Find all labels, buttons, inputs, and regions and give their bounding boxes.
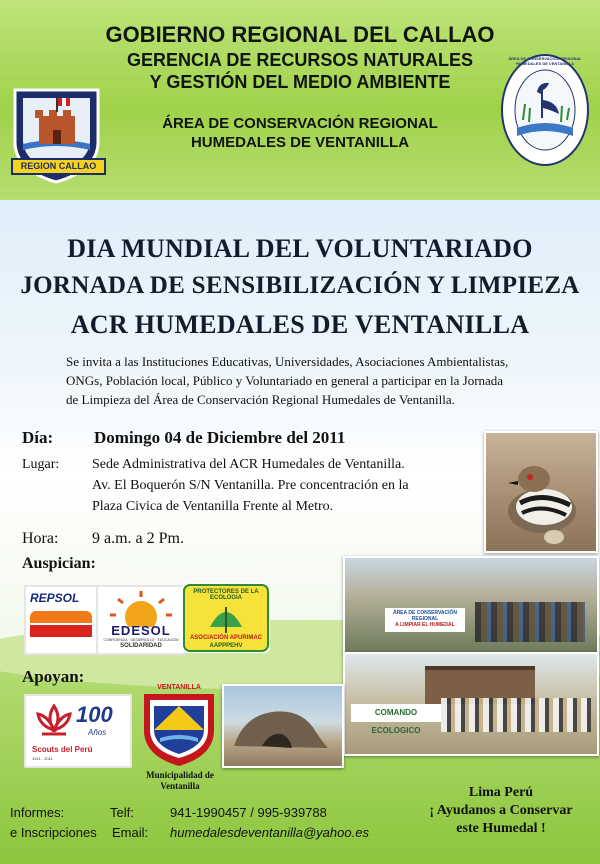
fleur-de-lis-icon — [34, 704, 74, 748]
scouts-100: 100 — [76, 702, 113, 727]
footer-slogan-line2: este Humedal ! — [456, 821, 546, 836]
municipalidad-caption — [130, 770, 230, 792]
ecologia-arc-text: PROTECTORES DE LA ECOLOGIA — [193, 589, 259, 601]
telf-label: Telf: — [110, 805, 134, 820]
header-subtitle-line1: GERENCIA DE RECURSOS NATURALES — [126, 50, 474, 70]
comando-ecologico-photo — [343, 652, 599, 756]
scouts-name: Scouts del Perú — [32, 745, 93, 754]
acr-seal-label: ÁREA DE CONSERVACIÓN REGIONAL HUMEDALES DE VENTANILLA — [508, 56, 582, 66]
edesol-logo — [96, 585, 186, 655]
dia-label: Día: — [22, 428, 54, 447]
region-callao-label: REGION CALLAO — [11, 158, 106, 175]
photo-banner-3: COMANDO ECOLOGICO — [351, 704, 441, 722]
dia-value: Domingo 04 de Diciembre del 2011 — [94, 428, 346, 447]
scouts-anos: Años — [88, 728, 107, 737]
heron-seal-icon — [499, 52, 591, 168]
informes-label: Informes: — [10, 805, 65, 820]
email-link[interactable]: humedalesdeventanilla@yahoo.es — [170, 825, 369, 840]
header-title: GOBIERNO REGIONAL DEL CALLAO — [105, 22, 495, 47]
ecologia-org: ASOCIACIÓN APURIMAC — [189, 635, 263, 641]
muni-line1: Municipalidad de — [146, 770, 214, 780]
lugar-line3: Plaza Civica de Ventanilla Frente al Metro. — [92, 499, 334, 514]
region-callao-logo — [9, 84, 104, 184]
muni-line2: Ventanilla — [160, 781, 200, 791]
scouts-years: 1911 - 2011 — [32, 756, 53, 761]
header-area-line2: HUMEDALES DE VENTANILLA — [190, 134, 410, 151]
headline-jornada: JORNADA DE SENSIBILIZACIÓN Y LIMPIEZA — [20, 272, 580, 299]
edesol-sub: CONFIDENCIA · DESARROLLO · EDUCACIÓN — [103, 638, 179, 642]
auspician-label: Auspician: — [22, 555, 96, 572]
lugar-line2: Av. El Boquerón S/N Ventanilla. Pre concentración en la — [92, 478, 409, 493]
email-label: Email: — [112, 825, 149, 840]
repsol-logo — [24, 585, 100, 655]
bird-icon — [486, 433, 596, 551]
rock-formation-photo — [222, 684, 344, 768]
ecologia-code: AAPPPEHV — [209, 643, 243, 649]
intro-line2: ONGs, Población local, Público y Voluntariado en general a participar en la Jornada — [66, 373, 504, 388]
ecologia-logo — [182, 583, 270, 653]
ventanilla-shield-logo — [140, 684, 218, 768]
footer-slogan-line1: ¡ Ayudanos a Conservar — [429, 803, 573, 818]
headline-voluntariado: DIA MUNDIAL DEL VOLUNTARIADO — [67, 234, 533, 263]
edesol-tag: SOLIDARIDAD — [120, 643, 162, 649]
ventanilla-shield-icon — [140, 684, 218, 768]
phone-numbers: 941-1990457 / 995-939788 — [170, 805, 327, 820]
sun-icon — [98, 587, 184, 627]
header-area-line1: ÁREA DE CONSERVACIÓN REGIONAL — [162, 115, 438, 132]
ventanilla-shield-label: VENTANILLA — [157, 684, 201, 691]
headline-acr: ACR HUMEDALES DE VENTANILLA — [70, 310, 530, 339]
edesol-label: EDESOL — [111, 623, 171, 638]
repsol-label: REPSOL — [30, 591, 80, 605]
repsol-red-band — [30, 625, 92, 637]
hora-label: Hora: — [22, 530, 59, 547]
rock-icon — [224, 686, 342, 766]
photo-banner-2: A LIMPIAR EL HUMEDAL — [395, 622, 455, 628]
header-subtitle-line2: Y GESTIÓN DEL MEDIO AMBIENTE — [149, 72, 451, 92]
lugar-line1: Sede Administrativa del ACR Humedales de Ventanilla. — [92, 457, 405, 472]
repsol-orange-band — [30, 611, 92, 623]
volunteers-banner-photo — [343, 556, 599, 654]
photo-banner-1: ÁREA DE CONSERVACIÓN REGIONAL — [385, 608, 465, 632]
lugar-value — [92, 454, 472, 517]
scouts-logo — [24, 694, 132, 768]
photo-crowd — [475, 602, 585, 642]
acr-seal-logo — [499, 52, 591, 168]
intro-line3: de Limpieza del Área de Conservación Regional Humedales de Ventanilla. — [66, 392, 455, 407]
photo-group — [441, 698, 591, 732]
intro-line1: Se invita a las Instituciones Educativas, Universidades, Asociaciones Ambientalistas, — [66, 354, 509, 369]
apoyan-label: Apoyan: — [22, 667, 85, 686]
inscripciones-label: e Inscripciones — [10, 825, 97, 840]
footer-city: Lima Perú — [468, 785, 534, 800]
intro-paragraph — [66, 352, 566, 409]
killdeer-bird-photo — [484, 431, 598, 553]
lugar-label: Lugar: — [22, 457, 60, 472]
footer-slogan — [426, 784, 576, 838]
hora-value: 9 a.m. a 2 Pm. — [92, 530, 184, 547]
